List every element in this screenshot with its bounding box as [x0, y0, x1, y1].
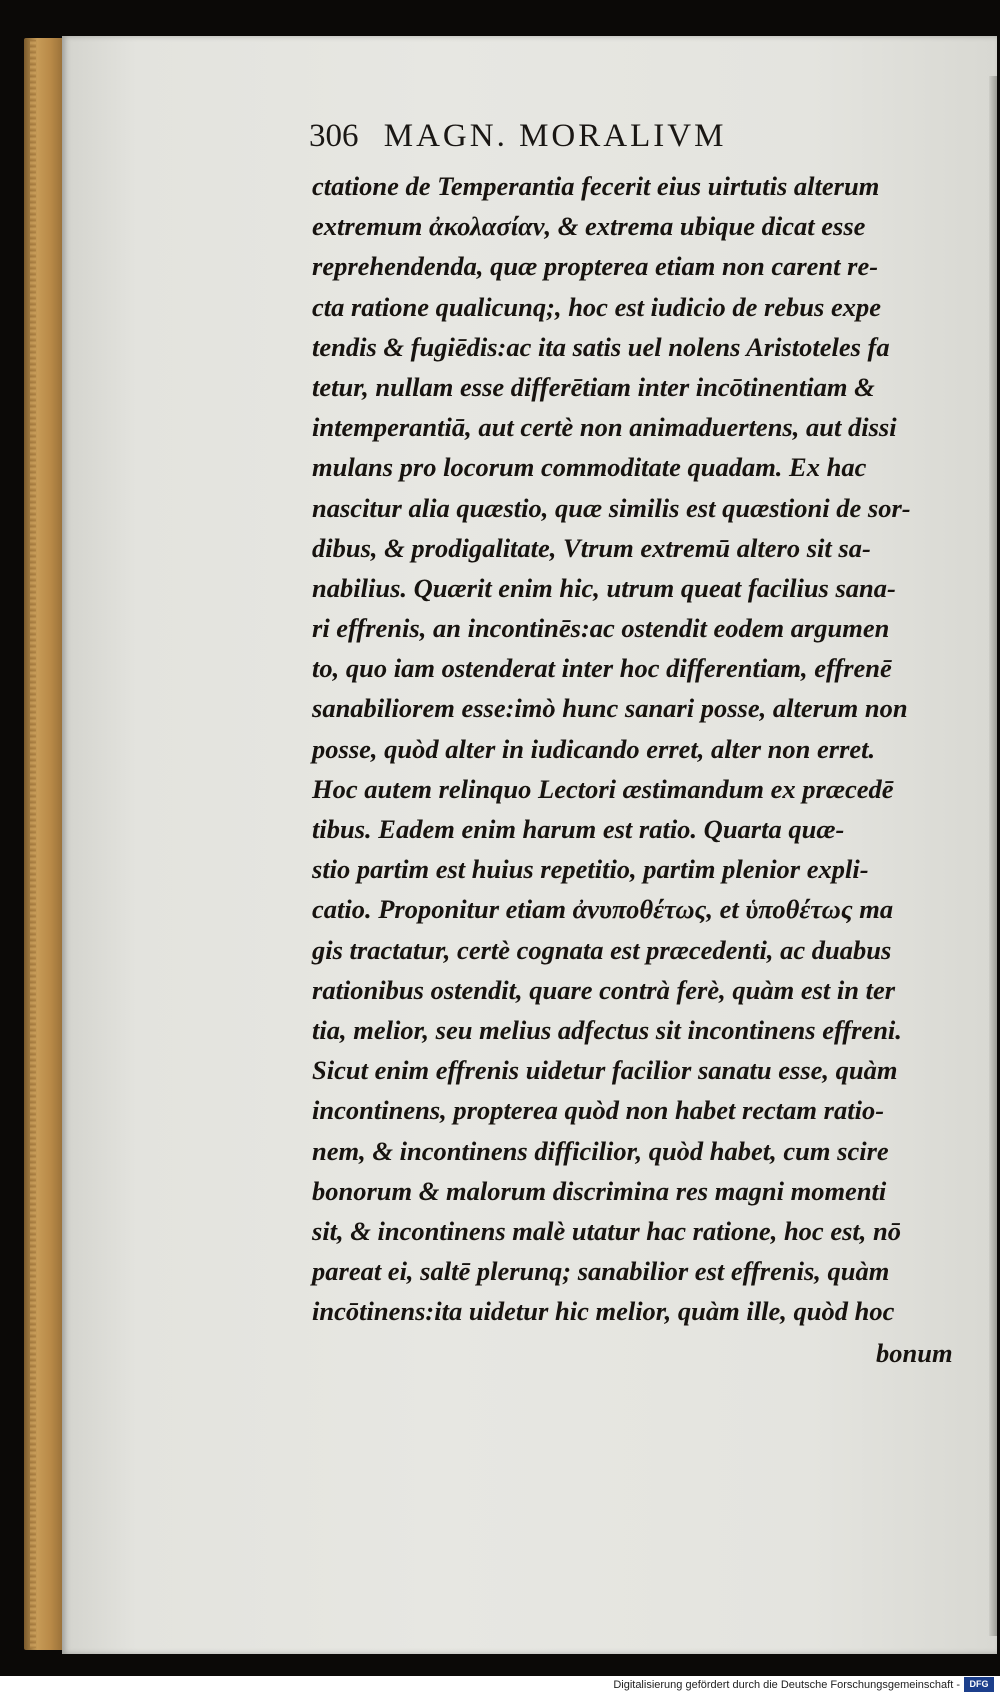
- text-line: bonorum & malorum discrimina res magni momenti: [312, 1175, 887, 1206]
- text-line: tia, melior, seu melius adfectus sit incontinens effreni.: [312, 1014, 902, 1045]
- page-number: 306: [309, 118, 359, 154]
- body-text: [312, 166, 980, 1331]
- text-line: pareat ei, saltē plerunq; sanabilior est effrenis, quàm: [312, 1256, 890, 1287]
- text-line: rationibus ostendit, quare contrà ferè, quàm est in ter: [312, 974, 896, 1005]
- text-line: cta ratione qualicunq;, hoc est iudicio de rebus expe: [312, 291, 881, 322]
- dfg-logo: DFG: [964, 1677, 994, 1692]
- text-line: Hoc autem relinquo Lectori æstimandum ex præcedē: [312, 773, 894, 804]
- catchword: bonum: [876, 1338, 953, 1368]
- running-title: MAGN. MORALIVM: [383, 118, 727, 154]
- text-line: nascitur alia quæstio, quæ similis est quæstioni de sor-: [312, 492, 911, 523]
- text-line: intemperantiā, aut certè non animaduertens, aut dissi: [312, 412, 897, 443]
- text-line: tibus. Eadem enim harum est ratio. Quarta quæ-: [312, 814, 845, 844]
- text-line: sanabiliorem esse:imò hunc sanari posse, alterum non: [312, 693, 908, 724]
- text-line: tetur, nullam esse differētiam inter incōtinentiam &: [312, 371, 875, 402]
- page-edges-texture: [30, 40, 36, 1648]
- text-line: extremum ἀκολασίαν, & extrema ubique dicat esse: [312, 211, 866, 242]
- running-head: [309, 118, 929, 164]
- text-line: nabilius. Quærit enim hic, utrum queat facilius sana-: [312, 572, 896, 603]
- text-line: tendis & fugiēdis:ac ita satis uel nolens Aristoteles fa: [312, 331, 890, 362]
- text-line: catio. Proponitur etiam ἀνυποθέτως, et ὑποθέτως ma: [312, 894, 894, 925]
- text-line: nem, & incontinens difficilior, quòd habet, cum scire: [312, 1135, 889, 1166]
- text-line: posse, quòd alter in iudicando erret, alter non erret.: [312, 733, 876, 764]
- text-line: to, quo iam ostenderat inter hoc differentiam, effrenē: [312, 653, 892, 684]
- text-line: incōtinens:ita uidetur hic melior, quàm ille, quòd hoc: [312, 1296, 895, 1327]
- text-line: ctatione de Temperantia fecerit eius uirtutis alterum: [312, 171, 880, 201]
- text-line: sit, & incontinens malè utatur hac ratione, hoc est, nō: [312, 1215, 901, 1246]
- text-line: dibus, & prodigalitate, Vtrum extremū altero sit sa-: [312, 532, 871, 563]
- text-line: mulans pro locorum commoditate quadam. Ex hac: [312, 452, 867, 483]
- footer-credit: Digitalisierung gefördert durch die Deutsche Forschungsgemeinschaft -: [613, 1679, 960, 1691]
- text-line: incontinens, propterea quòd non habet rectam ratio-: [312, 1095, 885, 1126]
- text-line: reprehendenda, quæ propterea etiam non carent re-: [312, 251, 879, 282]
- text-line: Sicut enim effrenis uidetur facilior sanatu esse, quàm: [312, 1055, 898, 1086]
- text-line: gis tractatur, certè cognata est præcedenti, ac duabus: [312, 934, 892, 965]
- text-line: stio partim est huius repetitio, partim plenior expli-: [312, 854, 869, 885]
- page-edge-right: [989, 76, 997, 1636]
- text-line: ri effrenis, an incontinēs:ac ostendit eodem argumen: [312, 613, 890, 644]
